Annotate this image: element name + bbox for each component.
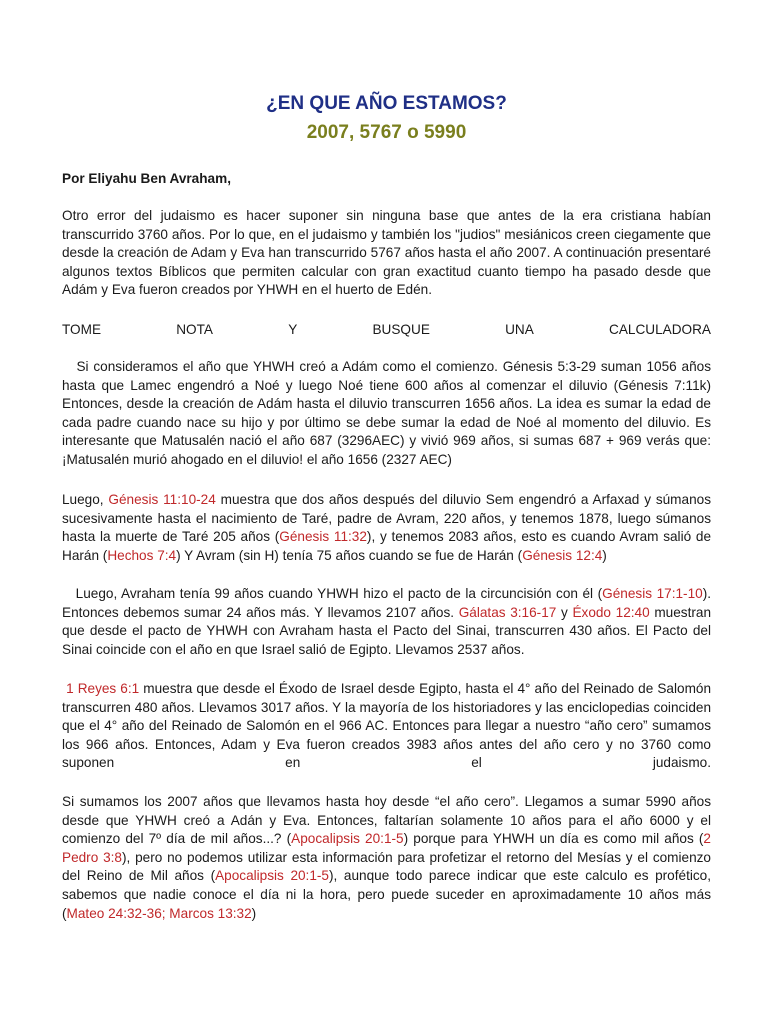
paragraph-reyes: 1 Reyes 6:1 muestra que desde el Éxodo de Israel desde Egipto, hasta el 4° año del Reinado de Salomón transcurren 480 años. Llevamos 3017 años. Y la mayoría de los historiadores y las enciclopedias coinciden que el 4° año del Reinado de Salomón en el 966 AC. Entonces para llegar a nuestro “año cero” sumamos los 966 años. Entonces, Adam y Eva fueron creados 3983 años antes del año cero y no 3760 como suponen en el judaismo. <box>62 681 712 771</box>
tome-word: Y <box>288 322 298 337</box>
bible-reference: Génesis 11:10-24 <box>108 492 216 507</box>
bible-reference: Génesis 11:32 <box>279 529 367 545</box>
bible-reference: Génesis 12:4 <box>522 547 603 563</box>
tome-word: UNA <box>505 322 534 337</box>
paragraph-genesis: Luego, Génesis 11:10-24 muestra que dos años después del diluvio Sem engendró a Arfaxad y súmanos sucesivamente hasta el nacimiento de Taré, padre de Avram, 220 años, y tenemos 1878, luego súmanos hasta la muerte de Taré 205 años (Génesis 11:32), y tenemos 2083 años, esto es cuando Avram salió de Harán (Hechos 7:4) Y Avram (sin H) tenía 75 años cuando se fue de Harán (Génesis 12:4) <box>62 492 712 563</box>
bible-reference: Apocalipsis 20:1-5 <box>291 831 404 847</box>
paragraph-intro: Otro error del judaismo es hacer suponer sin ninguna base que antes de la era cristiana habían transcurrido 3760 años. Por lo que, en el judaismo y también los "judios" mesiánicos creen ciegamente que desde la creación de Adam y Eva han transcurrido 5767 años hasta el año 2007. A continuación presentaré algunos textos Bíblicos que permiten calcular con gran exactitud cuanto tiempo ha pasado desde que Adám y Eva fueron creados por YHWH en el huerto de Edén. <box>62 208 711 298</box>
bible-reference: Gálatas 3:16-17 <box>458 604 557 620</box>
bible-reference: Apocalipsis 20:1-5 <box>215 868 329 884</box>
tome-word: CALCULADORA <box>609 322 711 337</box>
bible-reference: Mateo 24:32-36; Marcos 13:32 <box>66 905 252 921</box>
page-subtitle: 2007, 5767 o 5990 <box>306 122 467 143</box>
tome-word: NOTA <box>176 322 213 337</box>
bible-reference: 1 Reyes 6:1 <box>66 681 140 696</box>
page-title: ¿EN QUE AÑO ESTAMOS? <box>266 93 507 114</box>
bible-reference: Hechos 7:4 <box>107 547 177 563</box>
paragraph-avraham: Luego, Avraham tenía 99 años cuando YHWH hizo el pacto de la circuncisión con él (Génesis 17:1-10). Entonces debemos sumar 24 años más. Y llevamos 2107 años. Gálatas 3:16-17 y Éxodo 12:40 muestran que desde el pacto de YHWH con Avraham hasta el Pacto del Sinai, transcurren 430 años. El Pacto del Sinai coincide con el año en que Israel salió de Egipto. Llevamos 2537 años. <box>62 586 712 657</box>
tome-word: BUSQUE <box>372 322 430 337</box>
tome-nota-line <box>62 321 711 340</box>
paragraph-adam-noe: Si consideramos el año que YHWH creó a Adám como el comienzo. Génesis 5:3-29 suman 1056 años hasta que Lamec engendró a Noé y luego Noé tiene 600 años al comenzar el diluvio (Génesis 7:11k) Entonces, desde la creación de Adám hasta el diluvio transcurren 1656 años. La idea es sumar la edad de cada padre cuando nace su hijo y por último se debe sumar la edad de Noé al momento del diluvio. Es interesante que Matusalén nació el año 687 (3296AEC) y vivió 969 años, si sumas 687 + 969 verás que: ¡Matusalén murió ahogado en el diluvio! el año 1656 (2327 AEC) <box>62 359 711 467</box>
tome-word: TOME <box>62 322 102 337</box>
author-line: Por Eliyahu Ben Avraham, <box>62 171 231 186</box>
bible-reference: 2 Pedro 3:8 <box>62 831 711 865</box>
paragraph-conclusion: Si sumamos los 2007 años que llevamos hasta hoy desde “el año cero”. Llegamos a sumar 5990 años desde que YHWH creó a Adán y Eva. Entonces, faltarían solamente 10 años para el año 6000 y el comienzo del 7º día de mil años...? (Apocalipsis 20:1-5) porque para YHWH un día es como mil años (2 Pedro 3:8), pero no podemos utilizar esta información para profetizar el retorno del Mesías y el comienzo del Reino de Mil años (Apocalipsis 20:1-5), aunque todo parece indicar que este calculo es profético, sabemos que nadie conoce el día ni la hora, pero puede suceder en aproximadamente 10 años más (Mateo 24:32-36; Marcos 13:32) <box>62 794 711 921</box>
bible-reference: Génesis 17:1-10 <box>602 586 703 601</box>
bible-reference: Éxodo 12:40 <box>572 604 650 620</box>
